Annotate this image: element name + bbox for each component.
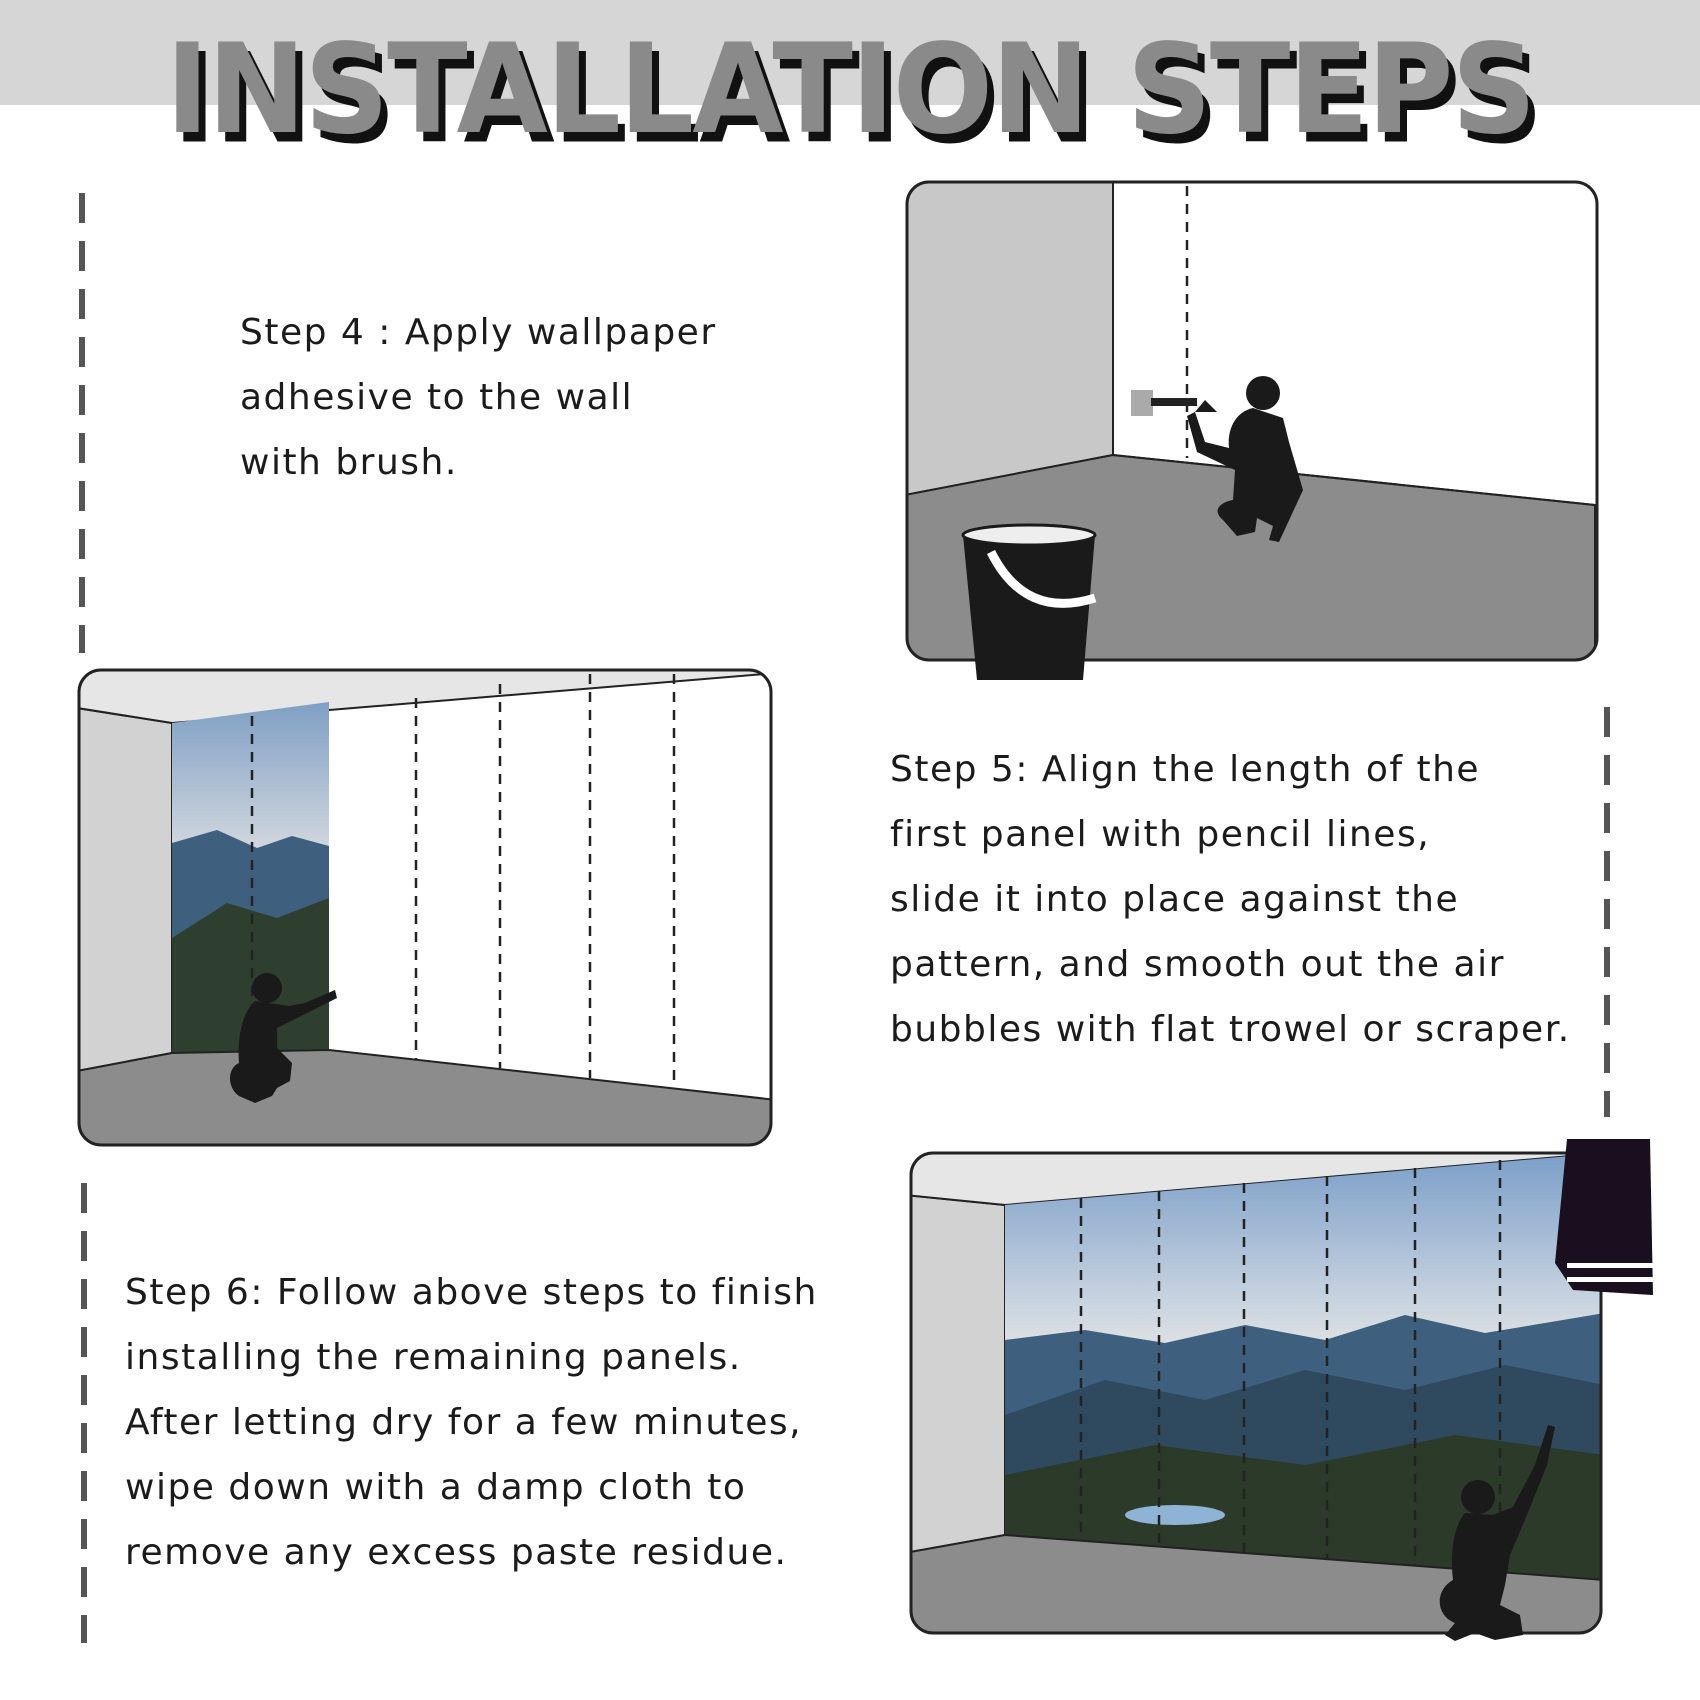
step-5-line-4: pattern, and smooth out the air: [890, 944, 1505, 985]
step-5-line-5: bubbles with flat trowel or scraper.: [890, 1009, 1571, 1050]
dashed-divider-left-bottom: [81, 1183, 87, 1643]
step-4-text: [240, 300, 717, 495]
step-6-line-4: wipe down with a damp cloth to: [125, 1467, 747, 1508]
step-6-line-5: remove any excess paste residue.: [125, 1532, 788, 1573]
step-5-line-1: Step 5: Align the length of the: [890, 749, 1481, 790]
step-5-line-2: first panel with pencil lines,: [890, 814, 1431, 855]
step-4-line-1: Step 4 : Apply wallpaper: [240, 312, 717, 353]
page-title: INSTALLATION STEPS: [165, 16, 1535, 162]
bucket-icon: [963, 525, 1095, 680]
step-5-illustration: [77, 668, 777, 1158]
step-6-text: [125, 1260, 818, 1585]
step-6-line-1: Step 6: Follow above steps to finish: [125, 1272, 818, 1313]
step-4-line-3: with brush.: [240, 442, 458, 483]
step-4-line-2: adhesive to the wall: [240, 377, 634, 418]
step-6-illustration: [905, 1135, 1665, 1665]
towel-icon: [1555, 1139, 1653, 1295]
dashed-divider-right: [1604, 707, 1610, 1117]
step-5-line-3: slide it into place against the: [890, 879, 1460, 920]
step-5-text: [890, 737, 1571, 1062]
step-6-line-2: installing the remaining panels.: [125, 1337, 742, 1378]
dashed-divider-left-top: [79, 193, 85, 653]
step-6-line-3: After letting dry for a few minutes,: [125, 1402, 803, 1443]
step-4-illustration: [905, 180, 1605, 690]
